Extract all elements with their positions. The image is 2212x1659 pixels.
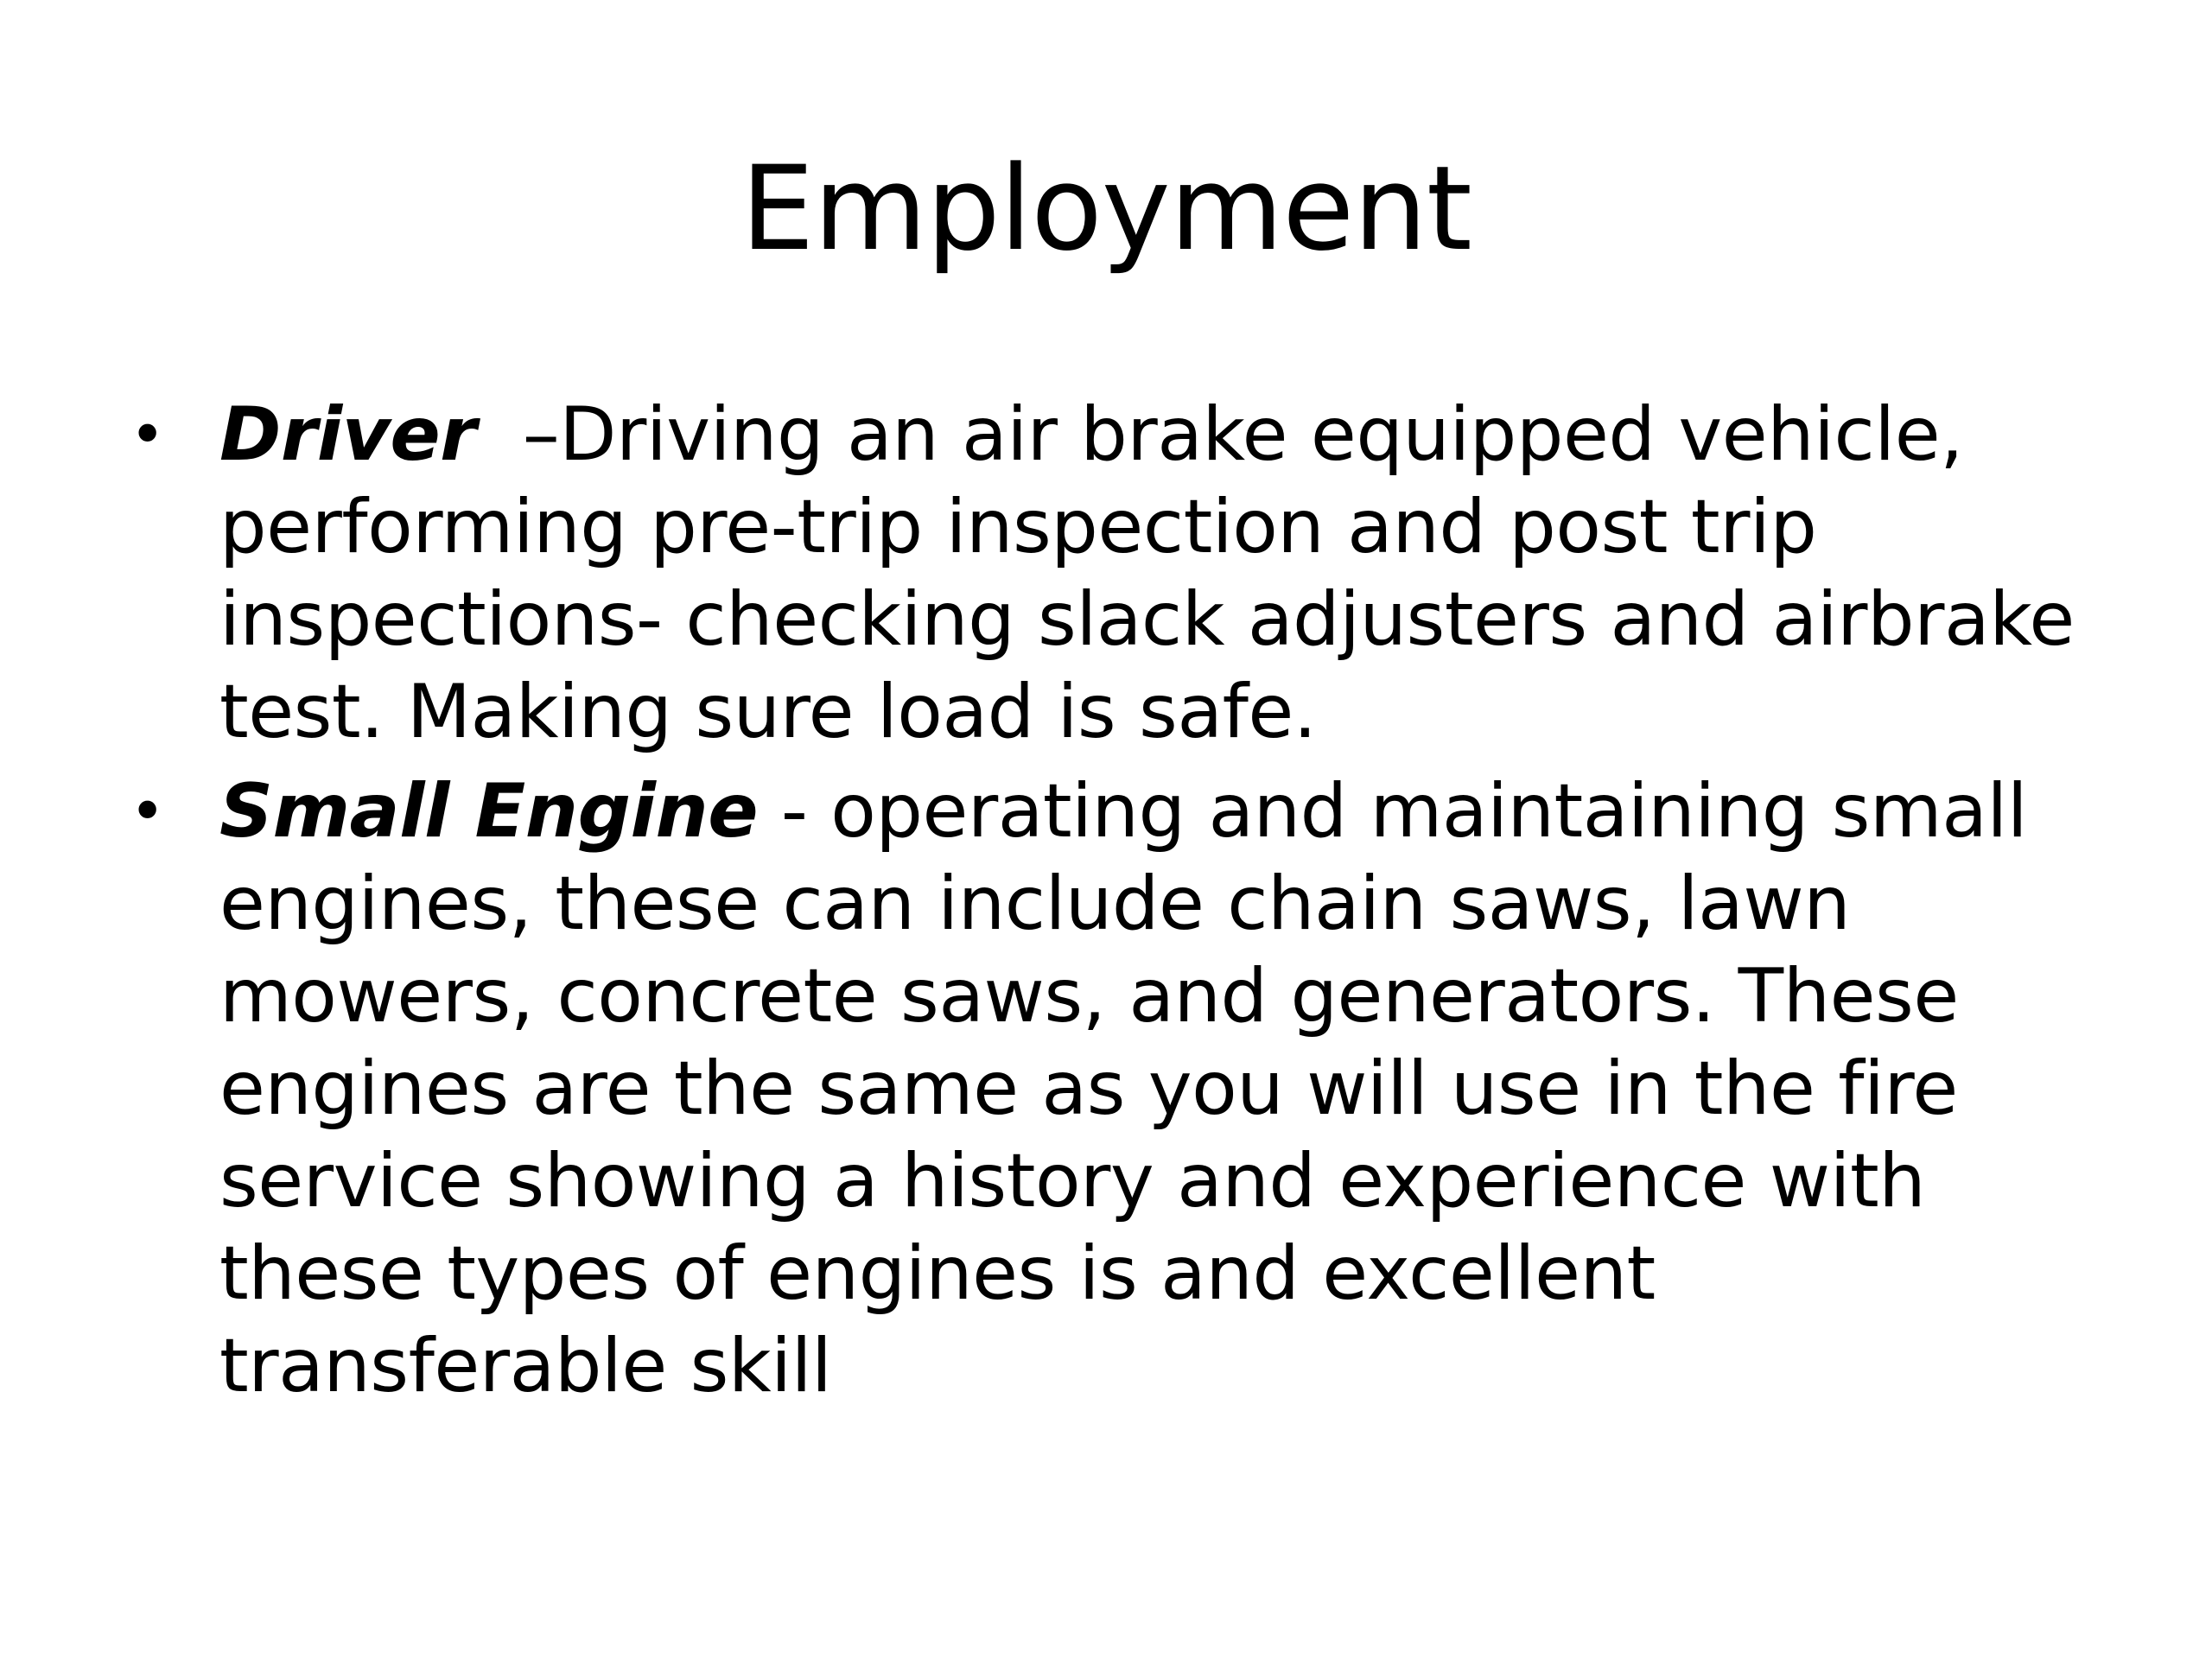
bullet-item-driver (130, 389, 2117, 759)
bullet-term-small-engine: Small Engine (219, 768, 759, 855)
slide-title: Employment (741, 141, 1471, 276)
bullet-term-driver: Driver (219, 391, 477, 478)
bullet-dot-icon: • (130, 399, 165, 470)
bullet-text-driver: –Driving an air brake equipped vehicle, performing pre-trip inspection and post trip inspections- checking slack adjusters and airbrake test. Making sure load is safe. (219, 391, 2098, 755)
bullet-text-small-engine: - operating and maintaining small engines, these can include chain saws, lawn mowers, concrete saws, and generators. These engines are the same as you will use in the fire service showing a history and experience with these types of engines is and excellent transferable skill (219, 768, 2051, 1409)
bullet-dot-icon: • (130, 776, 165, 847)
bullet-item-small-engine (130, 766, 2117, 1413)
bullet-list (130, 389, 2117, 1413)
